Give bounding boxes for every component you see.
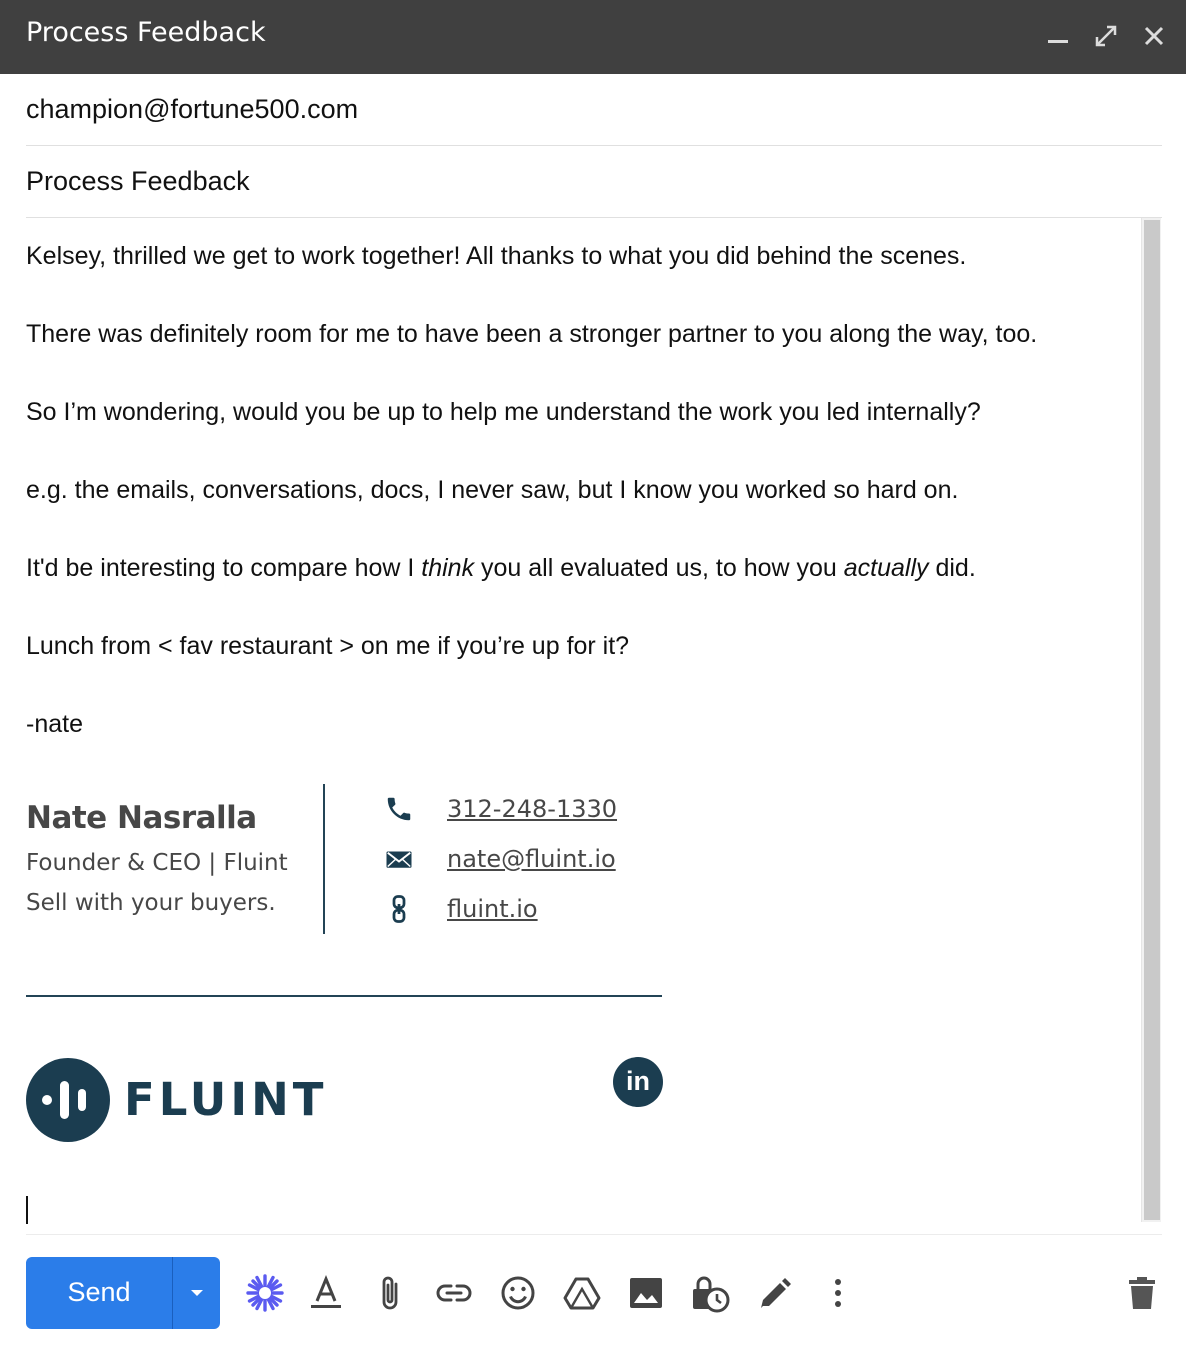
toolbar-divider <box>26 1234 1162 1235</box>
send-options-button[interactable] <box>172 1257 220 1329</box>
phone-link[interactable]: 312-248-1330 <box>447 795 618 823</box>
recipient-address: champion@fortune500.com <box>26 94 359 124</box>
emoji-icon[interactable] <box>497 1272 539 1314</box>
body-paragraph: There was definitely room for me to have been a stronger partner to you along the way, too. <box>26 320 1038 348</box>
signature-tagline: Sell with your buyers. <box>26 890 276 916</box>
confidential-mode-icon[interactable] <box>689 1272 731 1314</box>
text-cursor <box>26 1196 28 1224</box>
linkedin-label: in <box>626 1066 650 1096</box>
body-text-segment: It'd be interesting to compare how I <box>26 554 422 582</box>
body-paragraph: So I’m wondering, would you be up to help me understand the work you led internally? <box>26 398 981 426</box>
minimize-icon[interactable] <box>1042 20 1074 52</box>
more-options-icon[interactable] <box>817 1272 859 1314</box>
window-title: Process Feedback <box>26 17 266 48</box>
subject-field[interactable] <box>26 146 1162 218</box>
trash-icon[interactable] <box>1121 1272 1163 1314</box>
signature-name: Nate Nasralla <box>26 800 257 836</box>
sign-off: -nate <box>26 710 83 738</box>
attach-icon[interactable] <box>370 1272 412 1314</box>
scrollbar-thumb[interactable] <box>1144 220 1160 1220</box>
website-link[interactable]: fluint.io <box>447 895 538 923</box>
envelope-icon <box>384 844 414 874</box>
body-text-segment: you all evaluated us, to how you <box>474 554 844 582</box>
send-label: Send <box>67 1277 131 1307</box>
signature-rule <box>26 995 662 997</box>
phone-icon <box>384 794 414 824</box>
body-paragraph <box>26 554 976 583</box>
subject-text: Process Feedback <box>26 166 250 196</box>
link-icon <box>384 894 414 924</box>
ai-assist-icon[interactable] <box>244 1272 286 1314</box>
body-paragraph: Kelsey, thrilled we get to work together! All thanks to what you did behind the scenes. <box>26 242 967 270</box>
signature-role: Founder & CEO | Fluint <box>26 850 288 876</box>
recipients-field[interactable] <box>26 74 1162 146</box>
close-icon[interactable] <box>1138 20 1170 52</box>
body-text-segment: did. <box>928 554 976 582</box>
fluint-logo-icon <box>26 1058 110 1142</box>
italic-text: think <box>421 554 475 582</box>
fluint-logo-text: FLUINT <box>124 1073 328 1126</box>
text-format-icon[interactable] <box>305 1272 347 1314</box>
body-scrollbar[interactable] <box>1141 218 1161 1222</box>
linkedin-icon[interactable] <box>613 1057 663 1107</box>
compose-title-bar <box>0 0 1186 74</box>
expand-icon[interactable] <box>1090 20 1122 52</box>
message-body[interactable] <box>26 218 1136 1233</box>
email-link[interactable]: nate@fluint.io <box>447 845 616 873</box>
chevron-down-icon <box>185 1281 209 1305</box>
drive-icon[interactable] <box>561 1272 603 1314</box>
signature-divider <box>323 784 325 934</box>
italic-text: actually <box>843 554 929 582</box>
insert-photo-icon[interactable] <box>625 1272 667 1314</box>
body-paragraph: e.g. the emails, conversations, docs, I never saw, but I know you worked so hard on. <box>26 476 959 504</box>
signature-pen-icon[interactable] <box>753 1272 795 1314</box>
send-button[interactable] <box>26 1257 172 1329</box>
body-paragraph: Lunch from < fav restaurant > on me if you’re up for it? <box>26 632 630 660</box>
insert-link-icon[interactable] <box>433 1272 475 1314</box>
